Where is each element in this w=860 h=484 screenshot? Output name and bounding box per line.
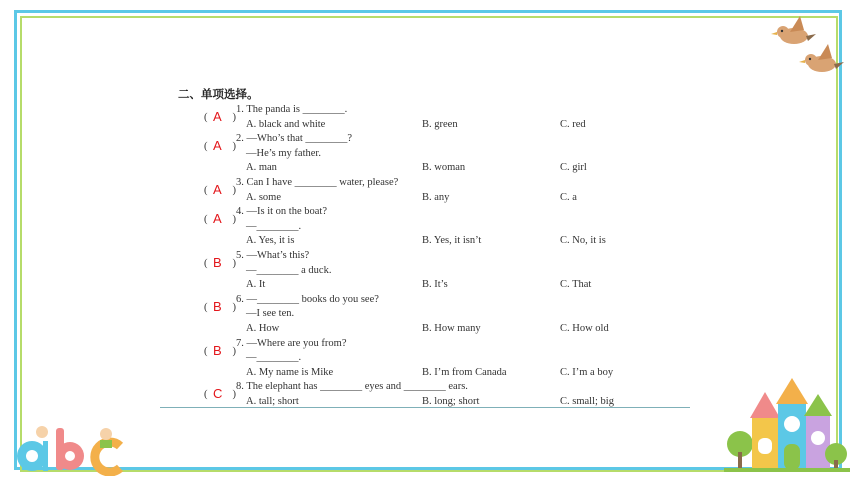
answer-mark: B xyxy=(213,255,222,270)
question-subline: —I see ten. xyxy=(246,308,295,320)
question-stem: ( A ) 3. Can I have ________ water, please? xyxy=(204,177,399,197)
question-number: 5. xyxy=(236,250,244,261)
question-number: 2. xyxy=(236,133,244,145)
option-b: B. green xyxy=(422,118,458,130)
question-text: Can I have ________ water, please? xyxy=(246,177,399,188)
option-c: C. How old xyxy=(560,323,609,334)
question-stem: ( A ) 1. The panda is ________. xyxy=(204,104,348,124)
question-subline: —________. xyxy=(246,220,302,232)
question-subline: —________. xyxy=(246,352,302,364)
question-stem: ( A ) 4. —Is it on the boat? xyxy=(204,206,327,227)
abc-letters-icon xyxy=(12,420,128,476)
option-c: C. I’m a boy xyxy=(560,366,614,378)
answer-mark: A xyxy=(213,109,222,124)
option-b: B. any xyxy=(422,191,450,203)
question-stem: ( C ) 8. The elephant has ________ eyes and ________ ears. xyxy=(204,381,468,402)
option-b: B. Yes, it isn’t xyxy=(422,235,482,247)
question-subline: —He’s my father. xyxy=(246,147,321,159)
question-number: 8. xyxy=(236,381,244,393)
question-text: —What’s this? xyxy=(246,250,310,261)
options-row xyxy=(160,323,690,337)
answer-mark: A xyxy=(213,182,222,197)
question-stem: ( B ) 7. —Where are you from? xyxy=(204,337,347,358)
question-number: 6. xyxy=(236,293,244,305)
options-row xyxy=(160,192,690,206)
option-a: A. black and white xyxy=(246,118,326,130)
option-a: A. some xyxy=(246,191,281,203)
option-c: C. No, it is xyxy=(560,235,606,247)
question-subline: —________ a duck. xyxy=(246,264,332,276)
question-text: —Who’s that ________? xyxy=(246,133,353,145)
question-text: —Where are you from? xyxy=(246,337,347,349)
option-b: B. I’m from Canada xyxy=(422,366,507,378)
option-a: A. man xyxy=(246,162,277,174)
question-number: 1. xyxy=(236,104,244,115)
question-stem: ( B ) 6. —________ books do you see? xyxy=(204,293,379,314)
question-text: —________ books do you see? xyxy=(246,293,379,305)
option-c: C. That xyxy=(560,279,592,291)
options-row xyxy=(160,119,690,133)
option-a: A. It xyxy=(246,279,266,291)
options-row xyxy=(160,367,690,381)
options-row xyxy=(160,279,690,293)
question-text: The panda is ________. xyxy=(246,104,348,115)
option-b: B. long; short xyxy=(422,396,480,407)
options-row xyxy=(160,162,690,176)
option-a: A. How xyxy=(246,323,280,334)
answer-mark: B xyxy=(213,342,222,358)
question-number: 4. xyxy=(236,206,244,218)
worksheet xyxy=(160,86,690,408)
question-text: —Is it on the boat? xyxy=(246,206,327,218)
answer-mark: A xyxy=(213,211,222,227)
option-c: C. small; big xyxy=(560,396,614,407)
option-b: B. How many xyxy=(422,323,481,334)
answer-mark: A xyxy=(213,138,222,154)
option-a: A. Yes, it is xyxy=(246,235,295,247)
question-number: 7. xyxy=(236,337,244,349)
option-a: A. tall; short xyxy=(246,396,299,407)
section-heading: 二、单项选择。 xyxy=(178,87,259,101)
option-b: B. woman xyxy=(422,162,466,174)
question-text: The elephant has ________ eyes and ________ ears. xyxy=(246,381,468,393)
question-number: 3. xyxy=(236,177,244,188)
option-c: C. girl xyxy=(560,162,587,174)
birds-icon xyxy=(770,14,852,84)
question-stem: ( B ) 5. —What’s this? xyxy=(204,250,310,270)
question-stem: ( A ) 2. —Who’s that ________? xyxy=(204,133,353,154)
options-row xyxy=(160,235,690,249)
option-c: C. a xyxy=(560,191,577,203)
answer-mark: B xyxy=(213,298,222,314)
option-a: A. My name is Mike xyxy=(246,366,334,378)
option-c: C. red xyxy=(560,118,586,130)
answer-mark: C xyxy=(213,386,223,402)
castle-icon xyxy=(724,378,850,474)
option-b: B. It’s xyxy=(422,279,448,291)
bottom-rule xyxy=(160,407,690,408)
